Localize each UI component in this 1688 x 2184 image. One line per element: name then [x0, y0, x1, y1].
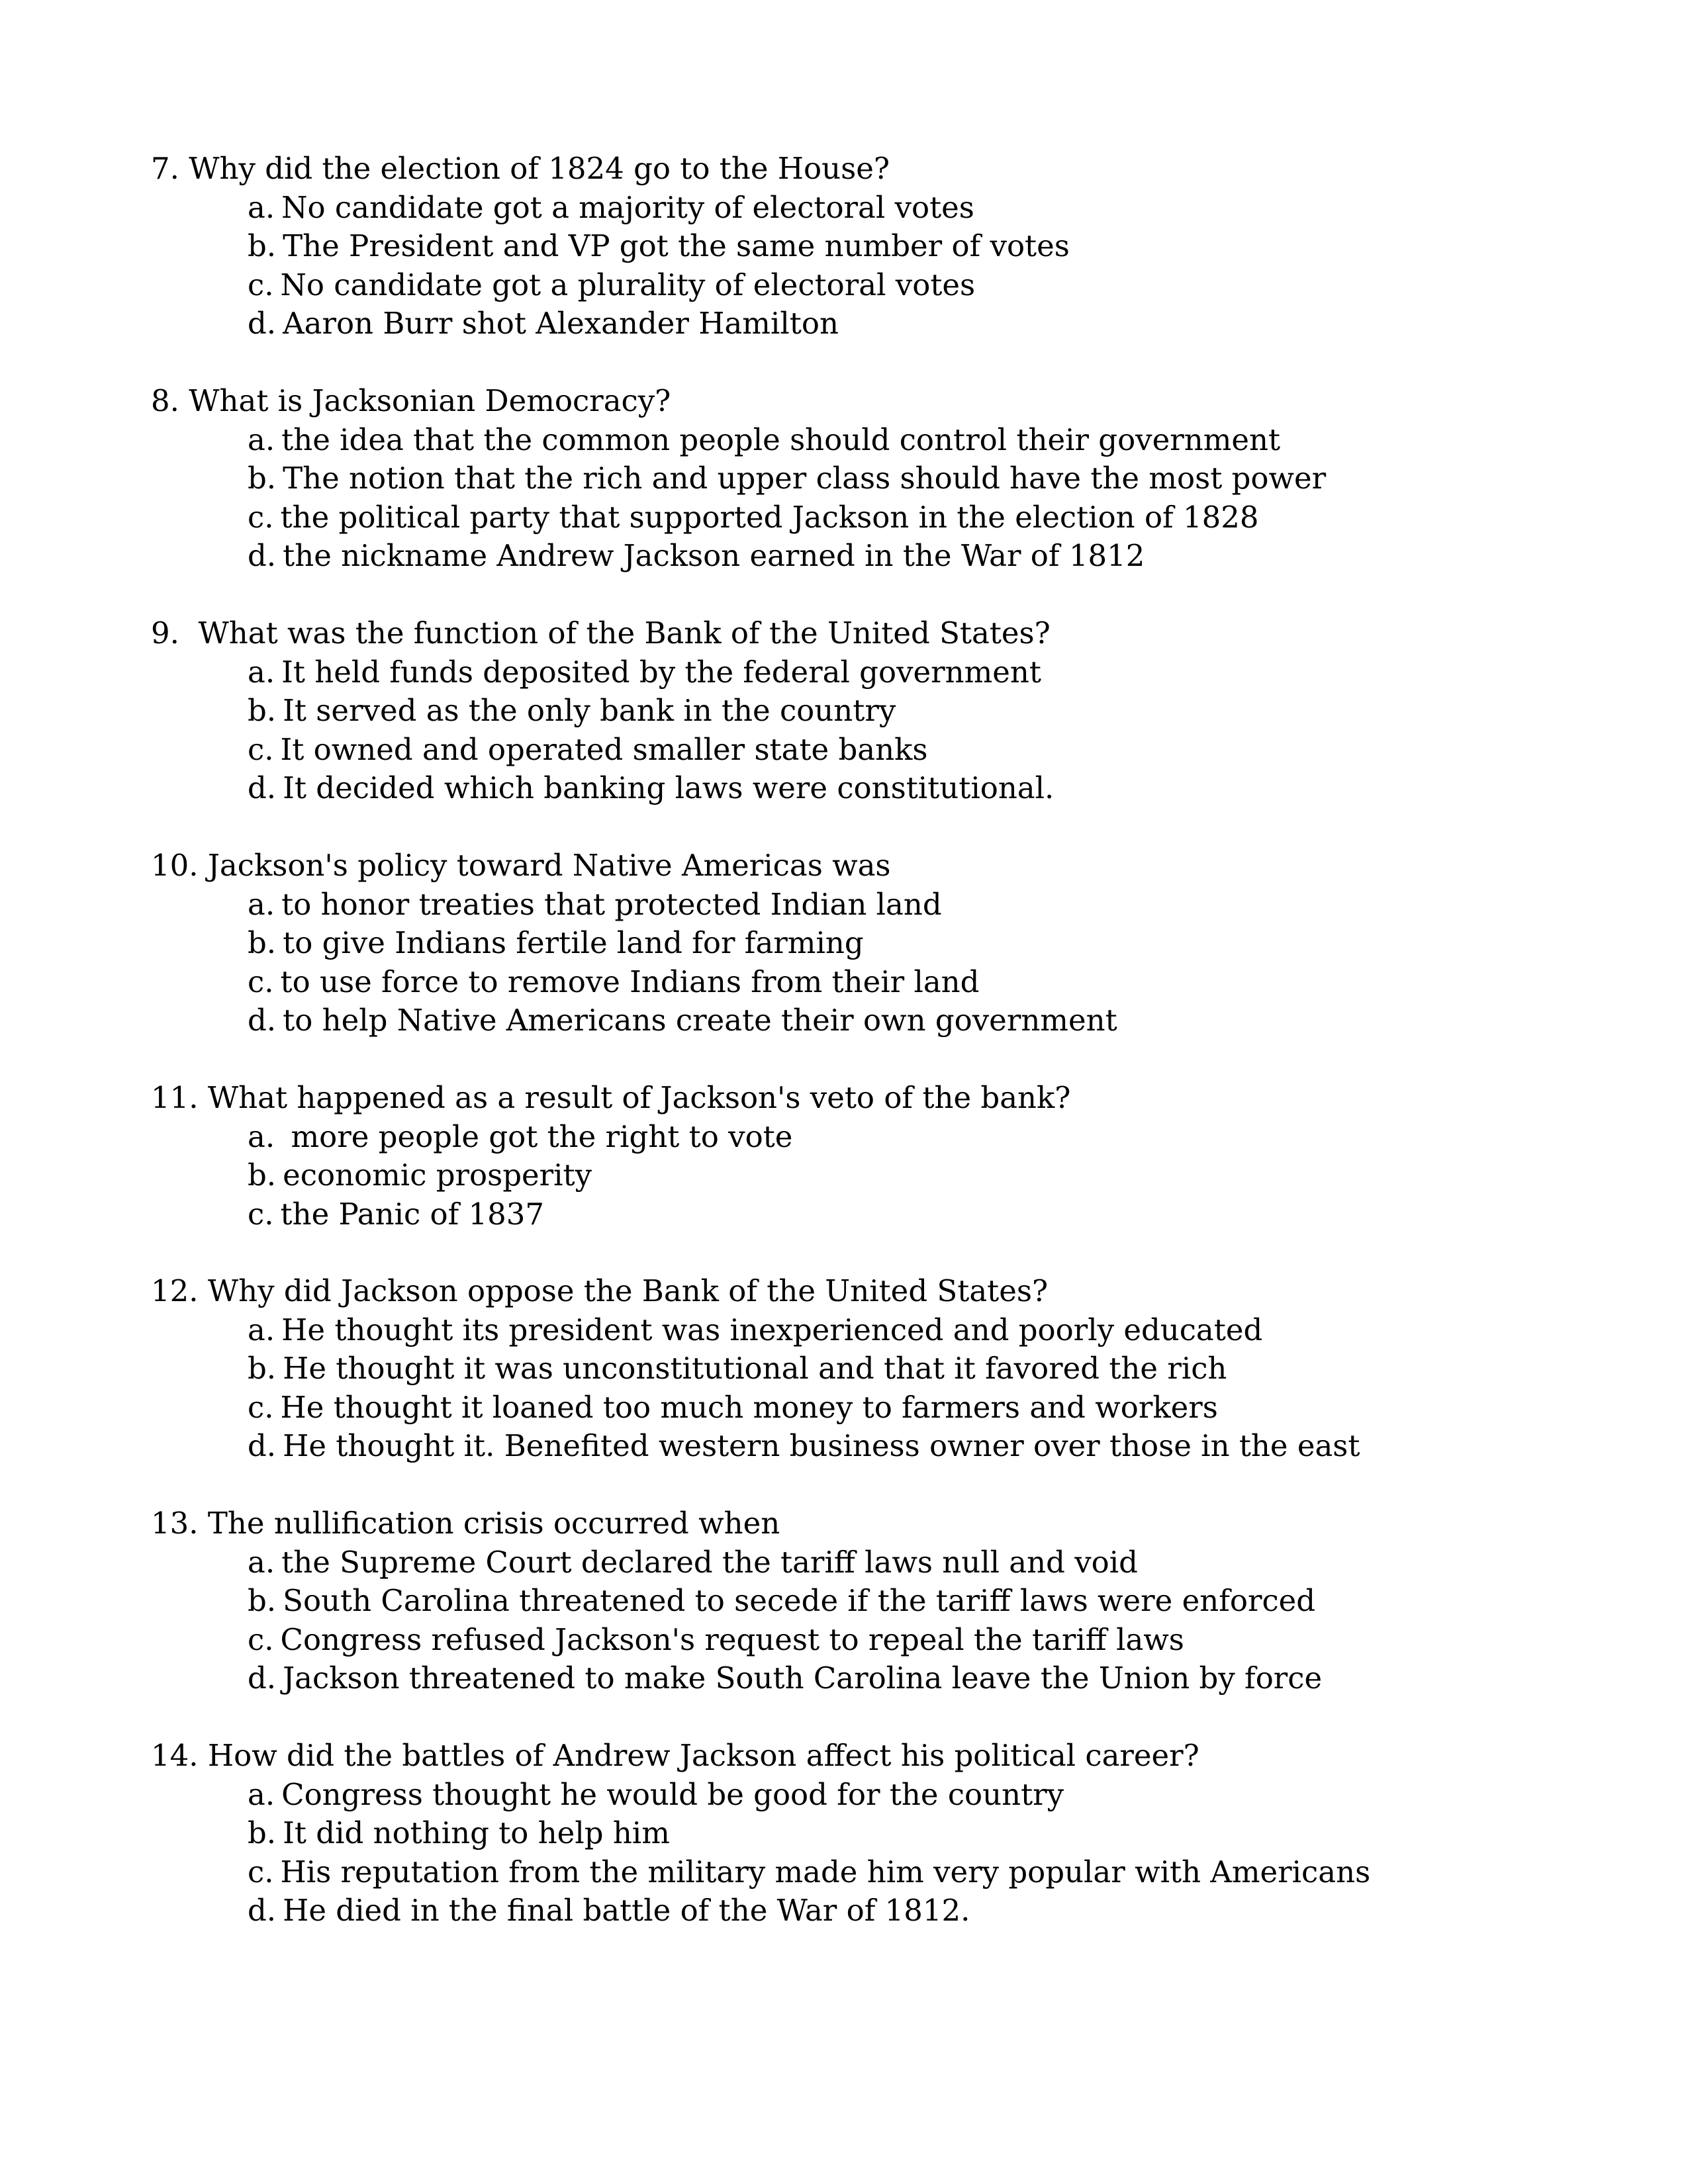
option-letter: b.	[248, 461, 277, 496]
option-a	[151, 653, 1607, 692]
option-letter: d.	[248, 1661, 277, 1696]
question-number: 9.	[151, 615, 179, 651]
option-letter: b.	[248, 925, 277, 960]
option-c	[151, 731, 1607, 770]
option-text: It did nothing to help him	[283, 1815, 670, 1850]
option-letter: d.	[248, 538, 277, 573]
option-c	[151, 266, 1607, 305]
option-text: economic prosperity	[283, 1158, 592, 1193]
option-b	[151, 1582, 1607, 1621]
option-a	[151, 1311, 1607, 1350]
question-12	[151, 1272, 1607, 1466]
option-b	[151, 692, 1607, 731]
option-text: the Supreme Court declared the tariff laws null and void	[281, 1544, 1138, 1580]
option-letter: d.	[248, 1003, 277, 1038]
option-a	[151, 1543, 1607, 1582]
option-c	[151, 1388, 1607, 1428]
question-prompt: The nullification crisis occurred when	[207, 1506, 780, 1541]
option-text: No candidate got a majority of electoral votes	[281, 189, 974, 225]
option-letter: c.	[248, 1621, 274, 1657]
option-text: It decided which banking laws were constitutional.	[283, 770, 1055, 805]
question-text	[151, 1272, 1607, 1311]
option-text: South Carolina threatened to secede if the tariff laws were enforced	[283, 1583, 1316, 1618]
option-letter: d.	[248, 1893, 277, 1928]
question-prompt: Why did Jackson oppose the Bank of the United States?	[207, 1273, 1049, 1308]
option-text: Aaron Burr shot Alexander Hamilton	[283, 306, 839, 341]
option-text: His reputation from the military made him very popular with Americans	[280, 1854, 1371, 1889]
option-d	[151, 1427, 1607, 1466]
option-text: The notion that the rich and upper class should have the most power	[283, 461, 1327, 496]
option-letter: b.	[248, 1158, 277, 1193]
question-14	[151, 1737, 1607, 1931]
option-text: He thought it loaned too much money to farmers and workers	[280, 1389, 1218, 1425]
question-number: 12.	[151, 1273, 199, 1308]
option-b	[151, 924, 1607, 963]
option-letter: c.	[248, 1389, 274, 1425]
option-text: to give Indians fertile land for farming	[283, 925, 864, 960]
question-prompt: Why did the election of 1824 go to the House?	[189, 151, 890, 186]
option-letter: b.	[248, 1815, 277, 1850]
option-a	[151, 421, 1607, 460]
option-letter: a.	[248, 422, 275, 457]
option-a	[151, 1118, 1607, 1157]
option-d	[151, 304, 1607, 343]
option-letter: b.	[248, 693, 277, 728]
option-text: He died in the final battle of the War of 1812.	[283, 1893, 970, 1928]
option-text: Congress refused Jackson's request to repeal the tariff laws	[280, 1621, 1184, 1657]
option-b	[151, 459, 1607, 498]
option-text: The President and VP got the same number of votes	[283, 228, 1070, 263]
question-prompt: Jackson's policy toward Native Americas was	[207, 848, 891, 883]
option-letter: a.	[248, 1544, 275, 1580]
question-text	[151, 1504, 1607, 1543]
question-number: 11.	[151, 1080, 199, 1115]
option-text: the idea that the common people should control their government	[281, 422, 1281, 457]
question-prompt: What is Jacksonian Democracy?	[189, 383, 671, 418]
option-b	[151, 1814, 1607, 1853]
option-a	[151, 886, 1607, 925]
option-letter: c.	[248, 964, 274, 999]
option-letter: d.	[248, 306, 277, 341]
option-letter: c.	[248, 1854, 274, 1889]
option-c	[151, 1621, 1607, 1660]
question-text	[151, 1737, 1607, 1776]
option-letter: c.	[248, 731, 274, 767]
option-letter: b.	[248, 228, 277, 263]
option-b	[151, 1156, 1607, 1195]
option-text: No candidate got a plurality of electoral votes	[280, 267, 976, 302]
option-d	[151, 1001, 1607, 1040]
option-d	[151, 1659, 1607, 1698]
option-letter: a.	[248, 1312, 275, 1347]
option-letter: a.	[248, 1118, 275, 1154]
option-text: the political party that supported Jackson in the election of 1828	[280, 499, 1259, 535]
option-letter: d.	[248, 770, 277, 805]
question-number: 13.	[151, 1506, 199, 1541]
option-d	[151, 537, 1607, 576]
option-text: to honor treaties that protected Indian land	[281, 886, 942, 922]
option-a	[151, 189, 1607, 228]
option-b	[151, 227, 1607, 266]
option-letter: d.	[248, 1428, 277, 1463]
option-text: Jackson threatened to make South Carolina leave the Union by force	[283, 1661, 1323, 1696]
question-10	[151, 846, 1607, 1040]
option-a	[151, 1776, 1607, 1815]
question-prompt: How did the battles of Andrew Jackson affect his political career?	[207, 1738, 1199, 1773]
option-text: He thought it was unconstitutional and that it favored the rich	[283, 1351, 1227, 1386]
question-text	[151, 1079, 1607, 1118]
question-number: 10.	[151, 848, 199, 883]
option-c	[151, 963, 1607, 1002]
option-text: to use force to remove Indians from their land	[280, 964, 980, 999]
option-d	[151, 1891, 1607, 1931]
option-letter: a.	[248, 189, 275, 225]
option-letter: c.	[248, 267, 274, 302]
option-letter: c.	[248, 499, 274, 535]
option-letter: b.	[248, 1583, 277, 1618]
option-text: It owned and operated smaller state banks	[280, 731, 928, 767]
option-letter: a.	[248, 1776, 275, 1812]
question-text	[151, 614, 1607, 653]
option-text: to help Native Americans create their own government	[283, 1003, 1117, 1038]
option-text: the Panic of 1837	[280, 1196, 545, 1232]
option-text: more people got the right to vote	[281, 1118, 793, 1154]
question-text	[151, 382, 1607, 421]
question-7	[151, 150, 1607, 343]
question-9	[151, 614, 1607, 808]
option-text: Congress thought he would be good for the country	[281, 1776, 1064, 1812]
option-text: the nickname Andrew Jackson earned in the War of 1812	[283, 538, 1145, 573]
question-number: 7.	[151, 151, 179, 186]
question-prompt: What was the function of the Bank of the United States?	[189, 615, 1051, 651]
question-text	[151, 150, 1607, 189]
option-letter: a.	[248, 886, 275, 922]
option-d	[151, 769, 1607, 808]
question-13	[151, 1504, 1607, 1698]
option-c	[151, 1195, 1607, 1234]
option-text: He thought its president was inexperienced and poorly educated	[281, 1312, 1263, 1347]
question-8	[151, 382, 1607, 576]
option-c	[151, 498, 1607, 537]
question-text	[151, 846, 1607, 886]
question-number: 8.	[151, 383, 179, 418]
option-letter: c.	[248, 1196, 274, 1232]
question-number: 14.	[151, 1738, 199, 1773]
question-11	[151, 1079, 1607, 1234]
option-text: It held funds deposited by the federal government	[281, 654, 1041, 690]
option-text: He thought it. Benefited western business owner over those in the east	[283, 1428, 1360, 1463]
option-b	[151, 1349, 1607, 1388]
option-text: It served as the only bank in the country	[283, 693, 896, 728]
option-letter: a.	[248, 654, 275, 690]
option-letter: b.	[248, 1351, 277, 1386]
option-c	[151, 1853, 1607, 1892]
question-prompt: What happened as a result of Jackson's veto of the bank?	[207, 1080, 1071, 1115]
